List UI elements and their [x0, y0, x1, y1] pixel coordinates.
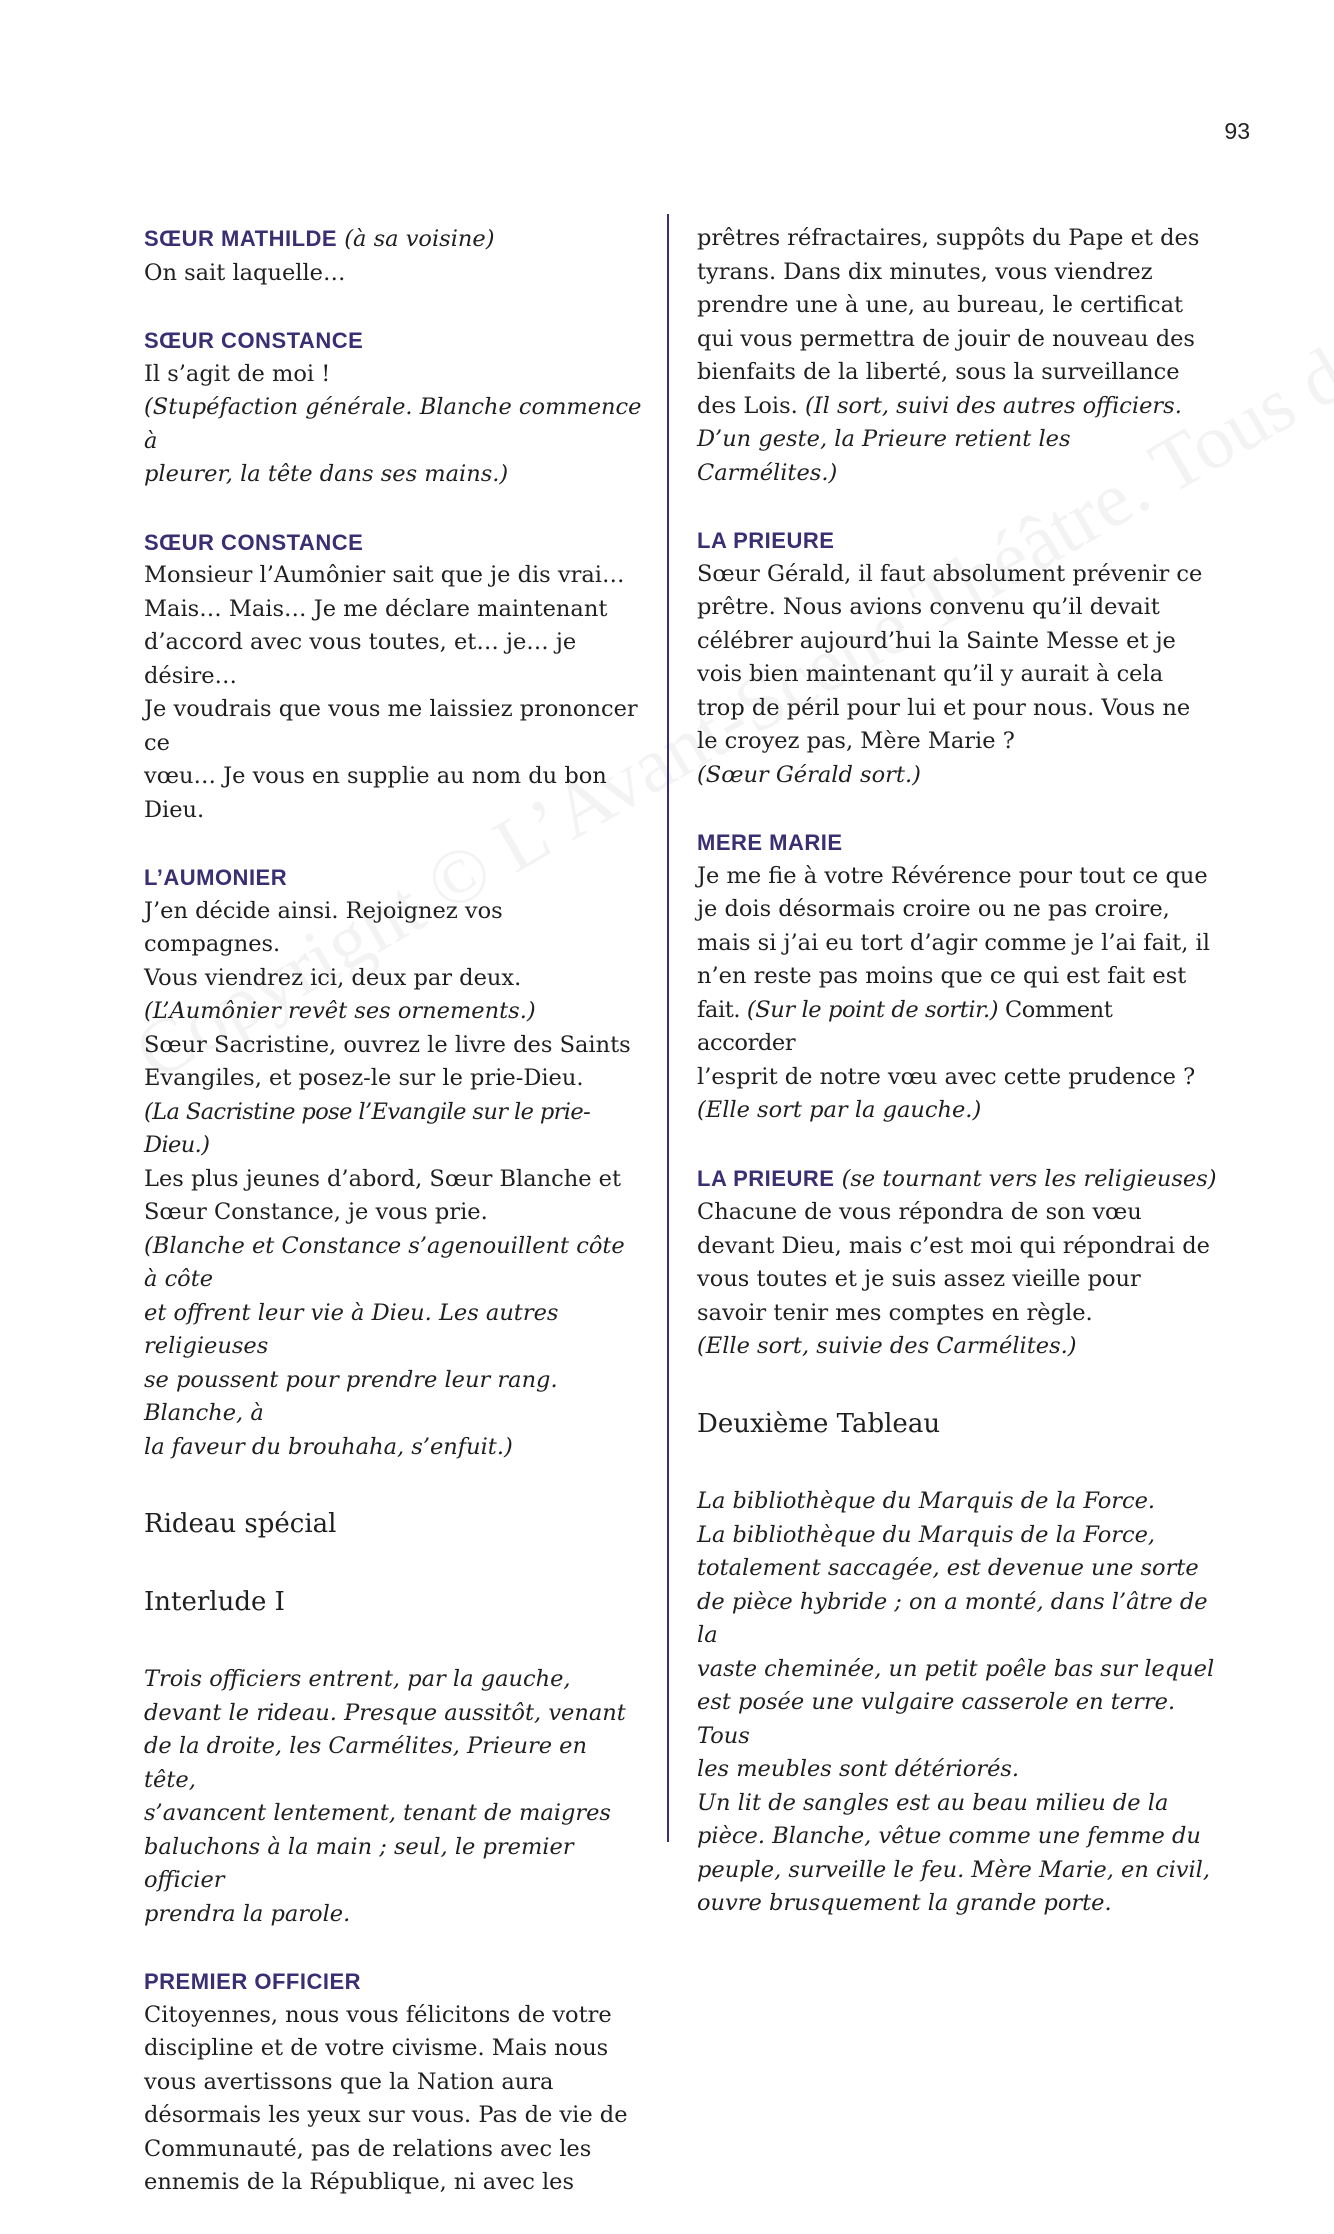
dialogue-line: d’accord avec vous toutes, et… je… je désire…: [144, 629, 577, 689]
stage-direction: prendra la parole.: [144, 1900, 351, 1927]
stage-direction: pleurer, la tête dans ses mains.): [144, 461, 509, 487]
right-column: [697, 222, 1217, 1955]
stage-direction: peuple, surveille le feu. Mère Marie, en civil,: [697, 1856, 1211, 1883]
dialogue-block: [144, 861, 644, 1464]
dialogue-line: On sait laquelle…: [144, 259, 346, 286]
stage-direction: devant le rideau. Presque aussitôt, venant: [144, 1699, 626, 1726]
stage-direction: (L’Aumônier revêt ses ornements.): [144, 998, 536, 1024]
speaker-name: MERE MARIE: [697, 830, 843, 855]
stage-direction: Un lit de sangles est au beau milieu de la: [697, 1789, 1169, 1816]
speaker-name: LA PRIEURE: [697, 1165, 835, 1191]
stage-direction: La bibliothèque du Marquis de la Force.: [697, 1488, 1156, 1514]
stage-direction: s’avancent lentement, tenant de maigres: [144, 1800, 611, 1826]
stage-direction: les meubles sont détériorés.: [697, 1756, 1020, 1782]
section-heading: Interlude I: [144, 1586, 285, 1617]
stage-direction: (Sœur Gérald sort.): [697, 761, 921, 788]
dialogue-line: Mais… Mais… Je me déclare maintenant: [144, 595, 608, 622]
dialogue-line: Monsieur l’Aumônier sait que je dis vrai…: [144, 562, 625, 588]
dialogue-line: vœu… Je vous en supplie au nom du bon Dieu.: [144, 763, 607, 823]
dialogue-line: discipline et de votre civisme. Mais nous: [144, 2035, 609, 2061]
dialogue-line: l’esprit de notre vœu avec cette prudence ?: [697, 1063, 1196, 1090]
speaker-name: SŒUR MATHILDE: [144, 226, 338, 251]
stage-paragraph: [144, 1663, 644, 1931]
stage-direction: de pièce hybride ; on a monté, dans l’âtre de la: [697, 1588, 1208, 1648]
dialogue-block: [697, 524, 1217, 792]
dialogue-line: qui vous permettra de jouir de nouveau des: [697, 325, 1195, 352]
speaker-name: LA PRIEURE: [697, 528, 835, 553]
section-heading: Deuxième Tableau: [697, 1408, 941, 1439]
dialogue-line: désormais les yeux sur vous. Pas de vie de: [144, 2102, 628, 2128]
dialogue-line: trop de péril pour lui et pour nous. Vous ne: [697, 694, 1191, 721]
stage-direction: (Elle sort par la gauche.): [697, 1097, 982, 1123]
dialogue-line: Communauté, pas de relations avec les: [144, 2135, 592, 2162]
dialogue-line: J’en décide ainsi. Rejoignez vos compagnes.: [144, 897, 503, 957]
dialogue-line: Je me fie à votre Révérence pour tout ce que: [697, 862, 1208, 889]
page-number: 93: [1224, 118, 1250, 144]
stage-direction: (Stupéfaction générale. Blanche commence à: [144, 394, 642, 454]
stage-direction: est posée une vulgaire casserole en terre. Tous: [697, 1689, 1176, 1749]
stage-direction: (Sur le point de sortir.): [746, 996, 999, 1023]
section-heading: Rideau spécial: [144, 1509, 337, 1539]
stage-direction: (se tournant vers les religieuses): [841, 1165, 1217, 1192]
dialogue-line: n’en reste pas moins que ce qui est fait est: [697, 963, 1187, 989]
dialogue-line: savoir tenir mes comptes en règle.: [697, 1299, 1093, 1326]
stage-direction: vaste cheminée, un petit poêle bas sur lequel: [697, 1655, 1215, 1682]
dialogue-block: [144, 324, 644, 492]
dialogue-line: bienfaits de la liberté, sous la surveillance: [697, 359, 1180, 385]
dialogue-line: le croyez pas, Mère Marie ?: [697, 728, 1015, 754]
dialogue-line: prendre une à une, au bureau, le certificat: [697, 292, 1184, 318]
dialogue-block: [697, 826, 1217, 1128]
dialogue-block: [144, 526, 644, 828]
speaker-name: SŒUR CONSTANCE: [144, 529, 364, 555]
stage-direction: (La Sacristine pose l’Evangile sur le prie-Dieu.): [144, 1098, 591, 1158]
dialogue-line: vous toutes et je suis assez vieille pour: [697, 1266, 1141, 1292]
dialogue-line: Sœur Gérald, il faut absolument prévenir ce: [697, 560, 1203, 587]
column-divider: [667, 214, 669, 1842]
dialogue-line: Je voudrais que vous me laissiez prononcer ce: [144, 696, 638, 756]
stage-direction: ouvre brusquement la grande porte.: [697, 1890, 1112, 1916]
dialogue-line: prêtres réfractaires, suppôts du Pape et des: [697, 225, 1200, 251]
dialogue-line: Vous viendrez ici, deux par deux.: [144, 964, 522, 991]
dialogue-line: vous avertissons que la Nation aura: [144, 2068, 554, 2095]
speaker-name: PREMIER OFFICIER: [144, 1969, 362, 1994]
stage-paragraph: [697, 1485, 1217, 1921]
dialogue-line: Sœur Constance, je vous prie.: [144, 1199, 488, 1225]
stage-direction: (Il sort, suivi des autres officiers.: [804, 392, 1182, 419]
stage-direction: La bibliothèque du Marquis de la Force,: [697, 1521, 1156, 1548]
dialogue-block: [144, 1965, 644, 2200]
stage-direction: totalement saccagée, est devenue une sorte: [697, 1555, 1199, 1581]
dialogue-line: vois bien maintenant qu’il y aurait à cela: [697, 661, 1164, 687]
speaker-name: L’AUMONIER: [144, 865, 288, 890]
dialogue-line: des Lois.: [697, 392, 798, 419]
stage-direction: et offrent leur vie à Dieu. Les autres religieuses: [144, 1299, 559, 1359]
dialogue-line: Evangiles, et posez-le sur le prie-Dieu.: [144, 1065, 584, 1091]
dialogue-line: tyrans. Dans dix minutes, vous viendrez: [697, 258, 1153, 285]
left-column: [144, 222, 644, 2234]
stage-direction: pièce. Blanche, vêtue comme une femme du: [697, 1823, 1201, 1849]
stage-direction: (Elle sort, suivie des Carmélites.): [697, 1333, 1077, 1359]
dialogue-line: Il s’agit de moi !: [144, 360, 331, 387]
dialogue-line: Chacune de vous répondra de son vœu: [697, 1199, 1142, 1225]
dialogue-block: [697, 1162, 1217, 1364]
stage-direction: D’un geste, la Prieure retient les Carmélites.): [697, 426, 1071, 486]
stage-direction: se poussent pour prendre leur rang. Blanche, à: [144, 1366, 558, 1426]
stage-direction: la faveur du brouhaha, s’enfuit.): [144, 1433, 513, 1460]
dialogue-line: ennemis de la République, ni avec les: [144, 2169, 575, 2195]
dialogue-line: célébrer aujourd’hui la Sainte Messe et je: [697, 627, 1176, 654]
dialogue-line: fait.: [697, 996, 741, 1023]
dialogue-line: Les plus jeunes d’abord, Sœur Blanche et: [144, 1165, 622, 1192]
dialogue-line: Comment accorder: [697, 996, 1113, 1056]
speaker-name: SŒUR CONSTANCE: [144, 328, 364, 353]
stage-direction: Trois officiers entrent, par la gauche,: [144, 1666, 571, 1692]
stage-direction: (Blanche et Constance s’agenouillent côte à côte: [144, 1232, 625, 1292]
stage-direction: de la droite, les Carmélites, Prieure en tête,: [144, 1733, 587, 1793]
dialogue-block: [144, 222, 644, 290]
dialogue-line: Sœur Sacristine, ouvrez le livre des Saints: [144, 1031, 631, 1058]
dialogue-block: [697, 222, 1217, 490]
dialogue-line: prêtre. Nous avions convenu qu’il devait: [697, 594, 1160, 620]
dialogue-line: mais si j’ai eu tort d’agir comme je l’ai fait, il: [697, 929, 1210, 956]
dialogue-line: je dois désormais croire ou ne pas croire,: [697, 896, 1170, 922]
dialogue-line: Citoyennes, nous vous félicitons de votre: [144, 2001, 612, 2028]
dialogue-line: devant Dieu, mais c’est moi qui répondrai de: [697, 1232, 1210, 1259]
stage-direction: baluchons à la main ; seul, le premier officier: [144, 1833, 574, 1893]
stage-direction: (à sa voisine): [344, 226, 495, 252]
